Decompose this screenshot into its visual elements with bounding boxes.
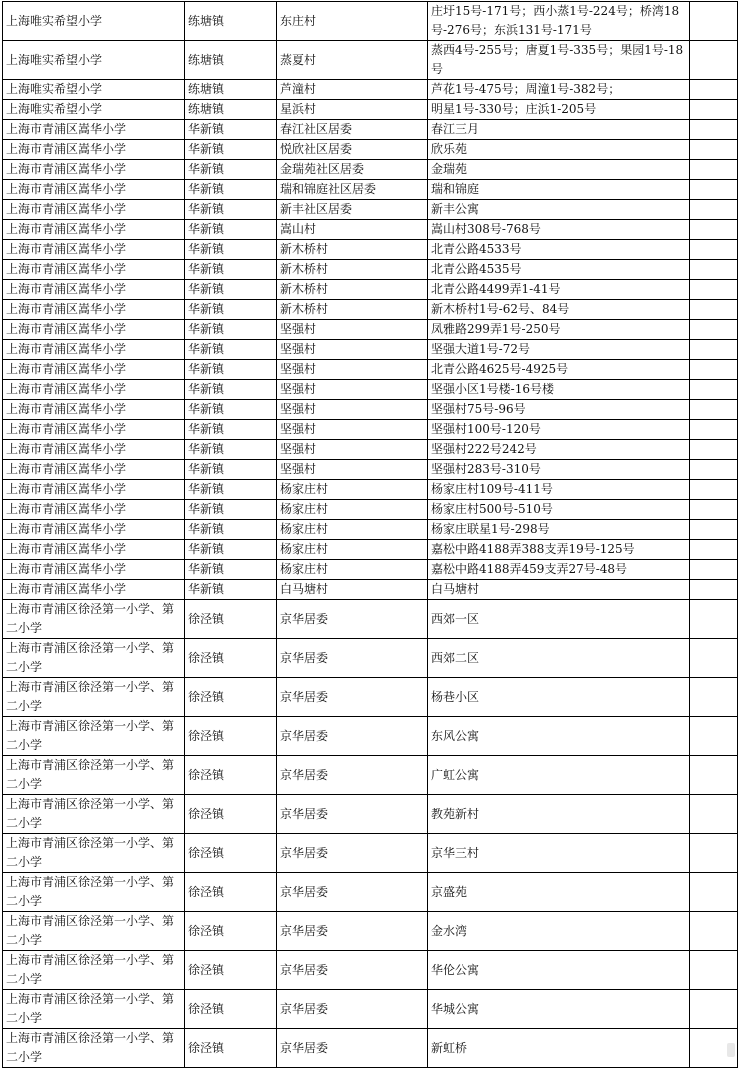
committee-cell: 星浜村 bbox=[277, 100, 428, 120]
note-cell bbox=[690, 380, 738, 400]
school-cell: 上海市青浦区嵩华小学 bbox=[3, 160, 185, 180]
town-cell: 练塘镇 bbox=[185, 2, 277, 41]
committee-cell: 新丰社区居委 bbox=[277, 200, 428, 220]
town-cell: 华新镇 bbox=[185, 220, 277, 240]
address-range-cell: 坚强小区1号楼-16号楼 bbox=[428, 380, 690, 400]
note-cell bbox=[690, 460, 738, 480]
committee-cell: 杨家庄村 bbox=[277, 560, 428, 580]
committee-cell: 坚强村 bbox=[277, 440, 428, 460]
table-body bbox=[3, 2, 738, 1068]
committee-cell: 杨家庄村 bbox=[277, 500, 428, 520]
committee-cell: 坚强村 bbox=[277, 420, 428, 440]
table-row bbox=[3, 320, 738, 340]
table-row bbox=[3, 540, 738, 560]
school-cell: 上海市青浦区徐泾第一小学、第二小学 bbox=[3, 639, 185, 678]
note-cell bbox=[690, 678, 738, 717]
address-range-cell: 嘉松中路4188弄459支弄27号-48号 bbox=[428, 560, 690, 580]
school-cell: 上海市青浦区徐泾第一小学、第二小学 bbox=[3, 756, 185, 795]
table-row bbox=[3, 990, 738, 1029]
committee-cell: 金瑞苑社区居委 bbox=[277, 160, 428, 180]
school-cell: 上海市青浦区嵩华小学 bbox=[3, 140, 185, 160]
note-cell bbox=[690, 600, 738, 639]
note-cell bbox=[690, 440, 738, 460]
address-range-cell: 欣乐苑 bbox=[428, 140, 690, 160]
note-cell bbox=[690, 580, 738, 600]
committee-cell: 悦欣社区居委 bbox=[277, 140, 428, 160]
note-cell bbox=[690, 639, 738, 678]
address-range-cell: 瑞和锦庭 bbox=[428, 180, 690, 200]
note-cell bbox=[690, 220, 738, 240]
table-row bbox=[3, 140, 738, 160]
town-cell: 华新镇 bbox=[185, 440, 277, 460]
committee-cell: 京华居委 bbox=[277, 912, 428, 951]
committee-cell: 新木桥村 bbox=[277, 260, 428, 280]
note-cell bbox=[690, 41, 738, 80]
address-range-cell: 嘉松中路4188弄388支弄19号-125号 bbox=[428, 540, 690, 560]
note-cell bbox=[690, 240, 738, 260]
table-row bbox=[3, 678, 738, 717]
table-row bbox=[3, 420, 738, 440]
table-row bbox=[3, 260, 738, 280]
note-cell bbox=[690, 280, 738, 300]
committee-cell: 蒸夏村 bbox=[277, 41, 428, 80]
town-cell: 华新镇 bbox=[185, 240, 277, 260]
table-row bbox=[3, 951, 738, 990]
table-row bbox=[3, 834, 738, 873]
school-cell: 上海市青浦区徐泾第一小学、第二小学 bbox=[3, 600, 185, 639]
school-cell: 上海市青浦区嵩华小学 bbox=[3, 280, 185, 300]
committee-cell: 春江社区居委 bbox=[277, 120, 428, 140]
school-cell: 上海市青浦区嵩华小学 bbox=[3, 180, 185, 200]
address-range-cell: 北青公路4535号 bbox=[428, 260, 690, 280]
school-cell: 上海市青浦区徐泾第一小学、第二小学 bbox=[3, 912, 185, 951]
town-cell: 练塘镇 bbox=[185, 100, 277, 120]
committee-cell: 坚强村 bbox=[277, 340, 428, 360]
town-cell: 徐泾镇 bbox=[185, 795, 277, 834]
committee-cell: 杨家庄村 bbox=[277, 540, 428, 560]
table-row bbox=[3, 756, 738, 795]
town-cell: 徐泾镇 bbox=[185, 873, 277, 912]
town-cell: 华新镇 bbox=[185, 580, 277, 600]
page-edge-mark bbox=[727, 1043, 735, 1057]
note-cell bbox=[690, 260, 738, 280]
school-cell: 上海市青浦区徐泾第一小学、第二小学 bbox=[3, 834, 185, 873]
town-cell: 华新镇 bbox=[185, 540, 277, 560]
committee-cell: 芦潼村 bbox=[277, 80, 428, 100]
address-range-cell: 广虹公寓 bbox=[428, 756, 690, 795]
town-cell: 华新镇 bbox=[185, 140, 277, 160]
town-cell: 练塘镇 bbox=[185, 80, 277, 100]
note-cell bbox=[690, 400, 738, 420]
town-cell: 徐泾镇 bbox=[185, 756, 277, 795]
school-cell: 上海市青浦区嵩华小学 bbox=[3, 340, 185, 360]
school-cell: 上海市青浦区嵩华小学 bbox=[3, 580, 185, 600]
address-range-cell: 新虹桥 bbox=[428, 1029, 690, 1068]
town-cell: 徐泾镇 bbox=[185, 834, 277, 873]
school-cell: 上海市青浦区嵩华小学 bbox=[3, 260, 185, 280]
committee-cell: 京华居委 bbox=[277, 1029, 428, 1068]
school-cell: 上海市青浦区嵩华小学 bbox=[3, 440, 185, 460]
note-cell bbox=[690, 500, 738, 520]
committee-cell: 京华居委 bbox=[277, 834, 428, 873]
school-cell: 上海市青浦区徐泾第一小学、第二小学 bbox=[3, 717, 185, 756]
table-row bbox=[3, 1029, 738, 1068]
table-row bbox=[3, 80, 738, 100]
address-range-cell: 教苑新村 bbox=[428, 795, 690, 834]
table-row bbox=[3, 400, 738, 420]
school-cell: 上海唯实希望小学 bbox=[3, 2, 185, 41]
school-cell: 上海市青浦区嵩华小学 bbox=[3, 380, 185, 400]
committee-cell: 坚强村 bbox=[277, 320, 428, 340]
address-range-cell: 新木桥村1号-62号、84号 bbox=[428, 300, 690, 320]
address-range-cell: 白马塘村 bbox=[428, 580, 690, 600]
table-row bbox=[3, 41, 738, 80]
committee-cell: 坚强村 bbox=[277, 380, 428, 400]
table-row bbox=[3, 520, 738, 540]
note-cell bbox=[690, 2, 738, 41]
address-range-cell: 北青公路4625号-4925号 bbox=[428, 360, 690, 380]
address-range-cell: 嵩山村308号-768号 bbox=[428, 220, 690, 240]
address-range-cell: 京盛苑 bbox=[428, 873, 690, 912]
address-range-cell: 杨巷小区 bbox=[428, 678, 690, 717]
note-cell bbox=[690, 756, 738, 795]
table-row bbox=[3, 639, 738, 678]
table-row bbox=[3, 340, 738, 360]
school-cell: 上海市青浦区徐泾第一小学、第二小学 bbox=[3, 990, 185, 1029]
note-cell bbox=[690, 360, 738, 380]
table-row bbox=[3, 560, 738, 580]
committee-cell: 京华居委 bbox=[277, 990, 428, 1029]
school-cell: 上海市青浦区徐泾第一小学、第二小学 bbox=[3, 678, 185, 717]
table-row bbox=[3, 240, 738, 260]
school-cell: 上海市青浦区嵩华小学 bbox=[3, 560, 185, 580]
school-cell: 上海市青浦区嵩华小学 bbox=[3, 460, 185, 480]
note-cell bbox=[690, 873, 738, 912]
note-cell bbox=[690, 420, 738, 440]
note-cell bbox=[690, 300, 738, 320]
town-cell: 华新镇 bbox=[185, 280, 277, 300]
address-range-cell: 金瑞苑 bbox=[428, 160, 690, 180]
committee-cell: 京华居委 bbox=[277, 639, 428, 678]
address-range-cell: 坚强大道1号-72号 bbox=[428, 340, 690, 360]
note-cell bbox=[690, 180, 738, 200]
address-range-cell: 华伦公寓 bbox=[428, 951, 690, 990]
address-range-cell: 京华三村 bbox=[428, 834, 690, 873]
note-cell bbox=[690, 717, 738, 756]
school-cell: 上海市青浦区徐泾第一小学、第二小学 bbox=[3, 1029, 185, 1068]
committee-cell: 京华居委 bbox=[277, 756, 428, 795]
table-row bbox=[3, 180, 738, 200]
address-range-cell: 杨家庄村109号-411号 bbox=[428, 480, 690, 500]
committee-cell: 京华居委 bbox=[277, 951, 428, 990]
table-row bbox=[3, 717, 738, 756]
committee-cell: 白马塘村 bbox=[277, 580, 428, 600]
school-cell: 上海市青浦区嵩华小学 bbox=[3, 200, 185, 220]
committee-cell: 瑞和锦庭社区居委 bbox=[277, 180, 428, 200]
school-cell: 上海市青浦区嵩华小学 bbox=[3, 360, 185, 380]
committee-cell: 新木桥村 bbox=[277, 280, 428, 300]
town-cell: 徐泾镇 bbox=[185, 639, 277, 678]
note-cell bbox=[690, 120, 738, 140]
address-range-cell: 芦花1号-475号；周潼1号-382号； bbox=[428, 80, 690, 100]
committee-cell: 京华居委 bbox=[277, 873, 428, 912]
town-cell: 徐泾镇 bbox=[185, 1029, 277, 1068]
table-row bbox=[3, 500, 738, 520]
committee-cell: 坚强村 bbox=[277, 360, 428, 380]
table-row bbox=[3, 280, 738, 300]
note-cell bbox=[690, 140, 738, 160]
table-row bbox=[3, 912, 738, 951]
address-range-cell: 凤雅路299弄1号-250号 bbox=[428, 320, 690, 340]
school-cell: 上海市青浦区嵩华小学 bbox=[3, 120, 185, 140]
note-cell bbox=[690, 100, 738, 120]
note-cell bbox=[690, 80, 738, 100]
enrollment-zone-table bbox=[2, 1, 738, 1068]
school-cell: 上海市青浦区嵩华小学 bbox=[3, 480, 185, 500]
town-cell: 华新镇 bbox=[185, 480, 277, 500]
address-range-cell: 华城公寓 bbox=[428, 990, 690, 1029]
school-cell: 上海市青浦区徐泾第一小学、第二小学 bbox=[3, 951, 185, 990]
address-range-cell: 庄圩15号-171号；西小蒸1号-224号；桥湾18号-276号；东浜131号-171号 bbox=[428, 2, 690, 41]
town-cell: 华新镇 bbox=[185, 560, 277, 580]
address-range-cell: 西郊二区 bbox=[428, 639, 690, 678]
town-cell: 华新镇 bbox=[185, 380, 277, 400]
note-cell bbox=[690, 200, 738, 220]
committee-cell: 坚强村 bbox=[277, 400, 428, 420]
town-cell: 练塘镇 bbox=[185, 41, 277, 80]
town-cell: 徐泾镇 bbox=[185, 912, 277, 951]
address-range-cell: 金水湾 bbox=[428, 912, 690, 951]
note-cell bbox=[690, 834, 738, 873]
table-row bbox=[3, 160, 738, 180]
table-row bbox=[3, 873, 738, 912]
town-cell: 华新镇 bbox=[185, 520, 277, 540]
school-cell: 上海市青浦区嵩华小学 bbox=[3, 420, 185, 440]
address-range-cell: 坚强村75号-96号 bbox=[428, 400, 690, 420]
table-row bbox=[3, 100, 738, 120]
school-cell: 上海市青浦区嵩华小学 bbox=[3, 400, 185, 420]
school-cell: 上海市青浦区徐泾第一小学、第二小学 bbox=[3, 873, 185, 912]
town-cell: 华新镇 bbox=[185, 400, 277, 420]
address-range-cell: 杨家庄村500号-510号 bbox=[428, 500, 690, 520]
committee-cell: 京华居委 bbox=[277, 795, 428, 834]
address-range-cell: 北青公路4499弄1-41号 bbox=[428, 280, 690, 300]
school-cell: 上海市青浦区嵩华小学 bbox=[3, 300, 185, 320]
table-row bbox=[3, 480, 738, 500]
school-cell: 上海唯实希望小学 bbox=[3, 80, 185, 100]
committee-cell: 杨家庄村 bbox=[277, 480, 428, 500]
town-cell: 华新镇 bbox=[185, 160, 277, 180]
committee-cell: 杨家庄村 bbox=[277, 520, 428, 540]
address-range-cell: 北青公路4533号 bbox=[428, 240, 690, 260]
table-row bbox=[3, 600, 738, 639]
table-row bbox=[3, 460, 738, 480]
address-range-cell: 杨家庄联星1号-298号 bbox=[428, 520, 690, 540]
note-cell bbox=[690, 951, 738, 990]
address-range-cell: 蒸西4号-255号；唐夏1号-335号；果园1号-18号 bbox=[428, 41, 690, 80]
town-cell: 徐泾镇 bbox=[185, 990, 277, 1029]
committee-cell: 坚强村 bbox=[277, 460, 428, 480]
note-cell bbox=[690, 340, 738, 360]
town-cell: 华新镇 bbox=[185, 500, 277, 520]
committee-cell: 嵩山村 bbox=[277, 220, 428, 240]
town-cell: 华新镇 bbox=[185, 180, 277, 200]
table-row bbox=[3, 300, 738, 320]
address-range-cell: 西郊一区 bbox=[428, 600, 690, 639]
note-cell bbox=[690, 560, 738, 580]
school-cell: 上海市青浦区嵩华小学 bbox=[3, 520, 185, 540]
town-cell: 华新镇 bbox=[185, 260, 277, 280]
note-cell bbox=[690, 520, 738, 540]
table-row bbox=[3, 380, 738, 400]
school-cell: 上海市青浦区嵩华小学 bbox=[3, 240, 185, 260]
town-cell: 华新镇 bbox=[185, 320, 277, 340]
note-cell bbox=[690, 912, 738, 951]
address-range-cell: 坚强村100号-120号 bbox=[428, 420, 690, 440]
school-cell: 上海市青浦区嵩华小学 bbox=[3, 320, 185, 340]
committee-cell: 京华居委 bbox=[277, 678, 428, 717]
town-cell: 华新镇 bbox=[185, 200, 277, 220]
table-row bbox=[3, 795, 738, 834]
school-cell: 上海市青浦区嵩华小学 bbox=[3, 220, 185, 240]
school-cell: 上海市青浦区徐泾第一小学、第二小学 bbox=[3, 795, 185, 834]
table-row bbox=[3, 220, 738, 240]
town-cell: 华新镇 bbox=[185, 460, 277, 480]
address-range-cell: 坚强村222号242号 bbox=[428, 440, 690, 460]
town-cell: 徐泾镇 bbox=[185, 951, 277, 990]
table-row bbox=[3, 360, 738, 380]
note-cell bbox=[690, 160, 738, 180]
note-cell bbox=[690, 990, 738, 1029]
school-cell: 上海唯实希望小学 bbox=[3, 100, 185, 120]
committee-cell: 京华居委 bbox=[277, 717, 428, 756]
table-row bbox=[3, 2, 738, 41]
table-row bbox=[3, 120, 738, 140]
school-cell: 上海市青浦区嵩华小学 bbox=[3, 540, 185, 560]
note-cell bbox=[690, 320, 738, 340]
town-cell: 华新镇 bbox=[185, 300, 277, 320]
town-cell: 华新镇 bbox=[185, 360, 277, 380]
table-row bbox=[3, 200, 738, 220]
note-cell bbox=[690, 540, 738, 560]
address-range-cell: 坚强村283号-310号 bbox=[428, 460, 690, 480]
committee-cell: 东庄村 bbox=[277, 2, 428, 41]
address-range-cell: 东风公寓 bbox=[428, 717, 690, 756]
committee-cell: 京华居委 bbox=[277, 600, 428, 639]
town-cell: 华新镇 bbox=[185, 420, 277, 440]
town-cell: 徐泾镇 bbox=[185, 600, 277, 639]
committee-cell: 新木桥村 bbox=[277, 240, 428, 260]
town-cell: 徐泾镇 bbox=[185, 678, 277, 717]
town-cell: 徐泾镇 bbox=[185, 717, 277, 756]
town-cell: 华新镇 bbox=[185, 120, 277, 140]
note-cell bbox=[690, 480, 738, 500]
note-cell bbox=[690, 795, 738, 834]
table-row bbox=[3, 440, 738, 460]
school-cell: 上海市青浦区嵩华小学 bbox=[3, 500, 185, 520]
school-cell: 上海唯实希望小学 bbox=[3, 41, 185, 80]
address-range-cell: 春江三月 bbox=[428, 120, 690, 140]
committee-cell: 新木桥村 bbox=[277, 300, 428, 320]
town-cell: 华新镇 bbox=[185, 340, 277, 360]
table-row bbox=[3, 580, 738, 600]
address-range-cell: 明星1号-330号；庄浜1-205号 bbox=[428, 100, 690, 120]
address-range-cell: 新丰公寓 bbox=[428, 200, 690, 220]
